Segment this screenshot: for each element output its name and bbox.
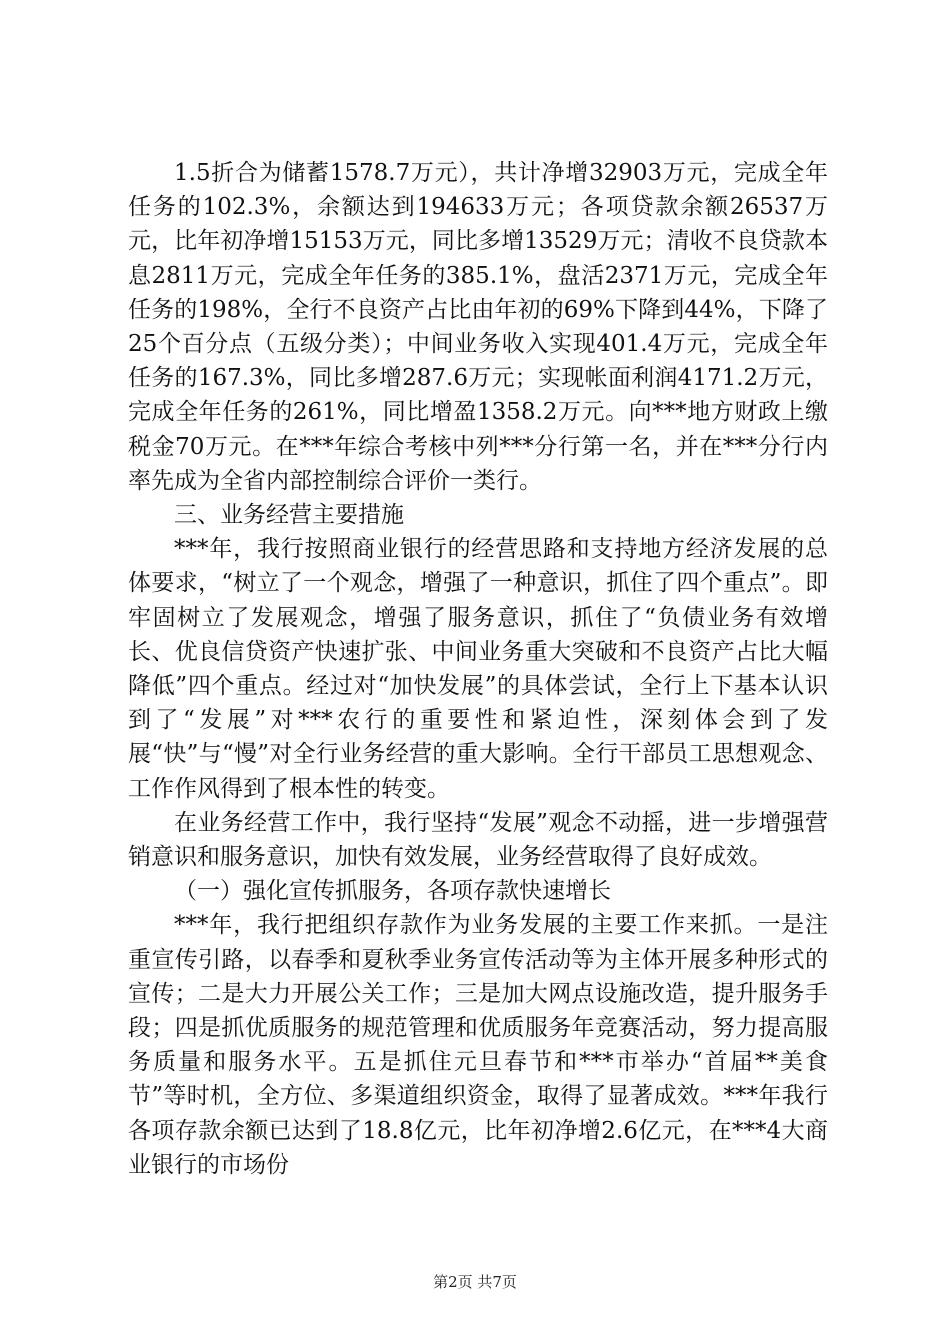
paragraph-business-results: 在业务经营工作中，我行坚持“发展”观念不动摇，进一步增强营销意识和服务意识，加快有效发展，业务经营取得了良好成效。 [128, 809, 828, 871]
paragraph-results-summary: 1.5折合为储蓄1578.7万元），共计净增32903万元，完成全年任务的102.3%，余额达到194633万元；各项贷款余额26537万元，比年初净增15153万元，同比多增13529万元；清收不良贷款本息2811万元，完成全年任务的385.1%，盘活2371万元，完成全年任务的198%，全行不良资产占比由年初的69%下降到44%，下降了25个百分点（五级分类）；中间业务收入实现401.4万元，完成全年任务的167.3%，同比多增287.6万元；实现帐面利润4171.2万元，完成全年任务的261%，同比增盈1358.2万元。向***地方财政上缴税金70万元。在***年综合考核中列***分行第一名，并在***分行内率先成为全省内部控制综合评价一类行。 [128, 160, 828, 494]
page-number-footer: 第2页 共7页 [433, 1273, 517, 1291]
subsection-heading-deposits: （一）强化宣传抓服务，各项存款快速增长 [174, 878, 611, 905]
paragraph-development-concept: ***年，我行按照商业银行的经营思路和支持地方经济发展的总体要求，“树立了一个观念，增强了一种意识，抓住了四个重点”。即牢固树立了发展观念，增强了服务意识，抓住了“负债业务有效增长、优良信贷资产快速扩张、中间业务重大突破和不良资产占比大幅降低”四个重点。经过对“加快发展”的具体尝试，全行上下基本认识到了“发展”对***农行的重要性和紧迫性，深刻体会到了发展“快”与“慢”对全行业务经营的重大影响。全行干部员工思想观念、工作作风得到了根本性的转变。 [128, 536, 828, 802]
document-body [128, 156, 828, 1182]
section-heading-measures: 三、业务经营主要措施 [174, 502, 404, 529]
paragraph-deposit-work: ***年，我行把组织存款作为业务发展的主要工作来抓。一是注重宣传引路，以春季和夏秋季业务宣传活动等为主体开展多种形式的宣传；二是大力开展公关工作；三是加大网点设施改造，提升服务手段；四是抓优质服务的规范管理和优质服务年竞赛活动，努力提高服务质量和服务水平。五是抓住元旦春节和***市举办“首届**美食节”等时机，全方位、多渠道组织资金，取得了显著成效。***年我行各项存款余额已达到了18.8亿元，比年初净增2.6亿元，在***4大商业银行的市场份 [128, 912, 828, 1178]
